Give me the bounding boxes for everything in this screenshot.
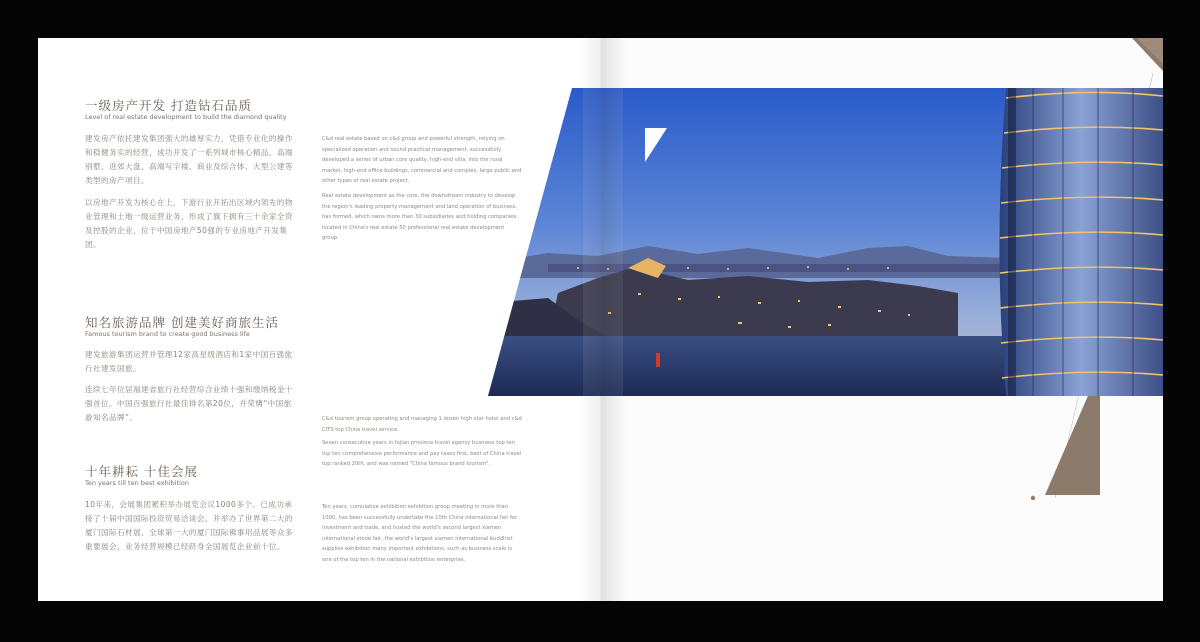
section-2-paragraph-en-2: Seven consecutive years in fujian province travel agency business top ten top ten comprehensive performance and pay taxes first, best of China travel top ranked 20th, and was named "China famous brand tourism".: [322, 440, 522, 467]
harbour-night-photo: [488, 88, 1163, 396]
section-2-title: 知名旅游品牌 创建美好商旅生活: [85, 315, 279, 330]
decor-dot-bottom: [1031, 496, 1035, 500]
section-1-title: 一级房产开发 打造钻石品质: [85, 98, 252, 113]
brochure-spread: [38, 38, 1163, 601]
section-3-title: 十年耕耘 十佳会展: [85, 464, 198, 479]
section-3-subtitle: Ten years till ten best exhibition: [85, 479, 189, 487]
section-1-paragraph-en-2: Real estate development as the core, the downstream industry to develop the region's leading property management and land operation of business, has formed, which owns more than 30 subsidiaries and holding companies, located in China's real estate 50 professional real estate development group.: [322, 193, 518, 241]
section-2-paragraph-cn-1: 建发旅游集团运营并管理12家高星级酒店和1家中国百强旅行社建发国旅。: [85, 350, 293, 373]
white-triangle-accent: [645, 128, 667, 162]
section-3-paragraph-en-1: Ten years, cumulative exhibition exhibition group meeting in more than 1000, has been successfully undertake the 10th China international fair for investment and trade, and hosted the world's second largest xiamen international stone fair, the world's largest xiamen international buddhist supplies exhibition many important exhibitions, such as business scale is one of the top ten in the national exhibition enterprise.: [322, 504, 518, 563]
section-1-paragraph-en-1: C&d real estate based on c&d group and powerful strength, relying on specialized operation and sound practical management, successfully developed a series of urban core quality, high-end villa, into the rural market, high-end office buildings, commercial and complex, large public and other types of real estate project.: [322, 136, 522, 184]
section-2-paragraph-en-1: C&d tourism group operating and managing 1 dozen high star hotel and c&d CITS top China travel service.: [322, 416, 522, 433]
section-3-paragraph-cn-1: 10年来，会展集团累积举办展览会议1000多个。已成功承接了十届中国国际投资贸易洽谈会，并举办了世界第二大的厦门国际石材展、全球第一大的厦门国际佛事用品展等众多重要展会，业务经营规模已经跻身全国展览企业前十位。: [85, 500, 293, 551]
section-2-paragraph-cn-2: 连续七年位居福建省旅行社经营综合业绩十强和缴纳税金十强首位。中国百强旅行社最佳排名第20位，并荣膺“中国旅游知名品牌”。: [85, 385, 293, 422]
section-1-paragraph-cn-1: 建发房产依托建发集团强大的雄厚实力，凭借专业化的操作和稳健务实的经营，成功开发了一系列城市核心精品、高端别墅、进郊大盘、高端写字楼、商业及综合体、大型公建等类型的房产项目。: [85, 134, 293, 185]
section-1-subtitle: Level of real estate development to build the diamond quality: [85, 113, 287, 121]
section-2-subtitle: Famous tourism brand to create good business life: [85, 330, 250, 338]
section-1-paragraph-cn-2: 以房地产开发为核心在上，下游行业开拓出区域内领先的物业管理和土地一级运营业务，形成了旗下拥有三十余家全资及控股的企业，位于中国房地产50强的专业房地产开发集团。: [85, 198, 293, 249]
